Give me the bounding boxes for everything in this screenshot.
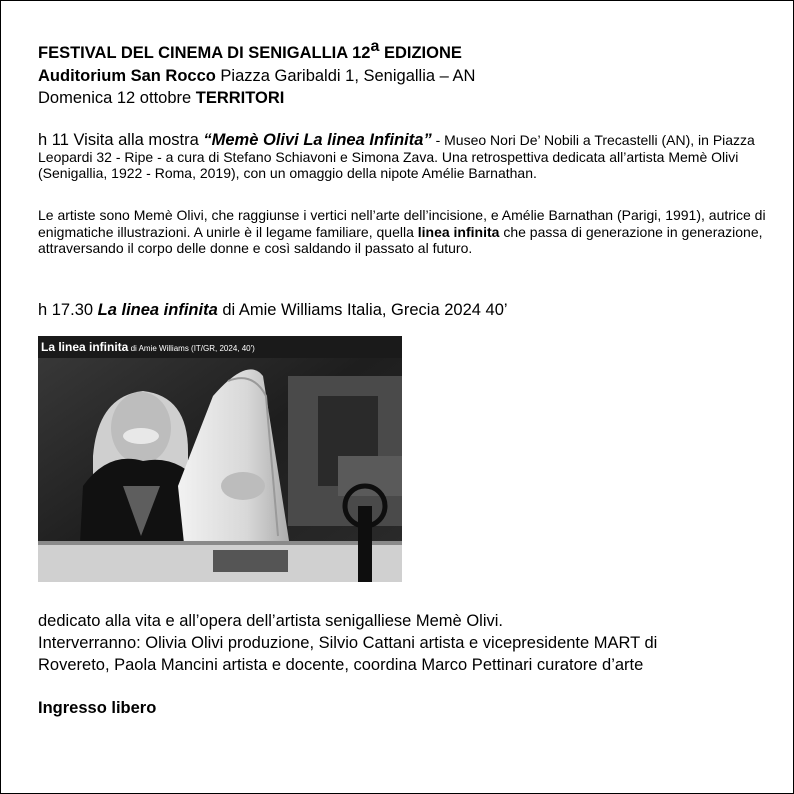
film-still-image <box>38 336 402 582</box>
body-line-1: dedicato alla vita e all’opera dell’artista senigalliese Memè Olivi. <box>38 612 503 630</box>
artists-paragraph <box>38 207 778 257</box>
body-line-3: Rovereto, Paola Mancini artista e docente, coordina Marco Pettinari curatore d’arte <box>38 656 644 674</box>
venue-address: Piazza Garibaldi 1, Senigallia – AN <box>215 67 476 85</box>
screening-line <box>38 300 508 320</box>
festival-title: FESTIVAL DEL CINEMA DI SENIGALLIA 12 <box>38 44 371 62</box>
venue-line <box>38 66 475 86</box>
venue-name: Auditorium San Rocco <box>38 67 216 85</box>
body-line-2: Interverranno: Olivia Olivi produzione, Silvio Cattani artista e vicepresidente MART di <box>38 634 658 652</box>
exhibition-title: “Memè Olivi La linea Infinita” <box>203 131 432 149</box>
exhibition-details: - Museo Nori De’ Nobili a Trecastelli (AN), in Piazza Leopardi 32 - Ripe - a cura di Stefano Schiavoni e Simona Zava. Una retrospettiva dedicata all’artista Memè Olivi (Senigallia, 1922 - Roma, 2019), con un omaggio della nipote Amélie Barnathan. <box>38 132 755 182</box>
artists-text: Le artiste sono Memè Olivi, che raggiunse i vertici nell’arte dell’incisione, e Amélie Barnathan (Parigi, 1991), autrice di enigmatiche illustrazioni. A unirle è il legame familiare, quella <box>38 207 766 240</box>
date-line <box>38 88 284 108</box>
photo-caption-sub: di Amie Williams (IT/GR, 2024, 40') <box>128 344 255 353</box>
edition-ordinal: a <box>370 38 380 55</box>
festival-theme: TERRITORI <box>195 89 285 107</box>
artists-text-end: che passa di generazione in generazione, attraversando il corpo delle donne e così saldando il passato al futuro. <box>38 223 763 257</box>
screening-time: h 17.30 <box>38 301 98 319</box>
film-title: La linea infinita <box>97 301 218 319</box>
film-credits: di Amie Williams Italia, Grecia 2024 40’ <box>217 301 508 319</box>
linea-infinita-bold: linea infinita <box>417 223 500 240</box>
event-date: Domenica 12 ottobre <box>38 89 196 107</box>
exhibition-paragraph <box>38 132 778 182</box>
festival-title-line <box>38 38 462 64</box>
exhibition-time: h 11 Visita alla mostra <box>38 131 204 149</box>
edition-word: EDIZIONE <box>379 44 462 62</box>
film-still-photo <box>38 336 402 582</box>
photo-caption <box>38 336 402 358</box>
photo-caption-title: La linea infinita <box>41 340 129 354</box>
admission-note: Ingresso libero <box>38 699 157 717</box>
